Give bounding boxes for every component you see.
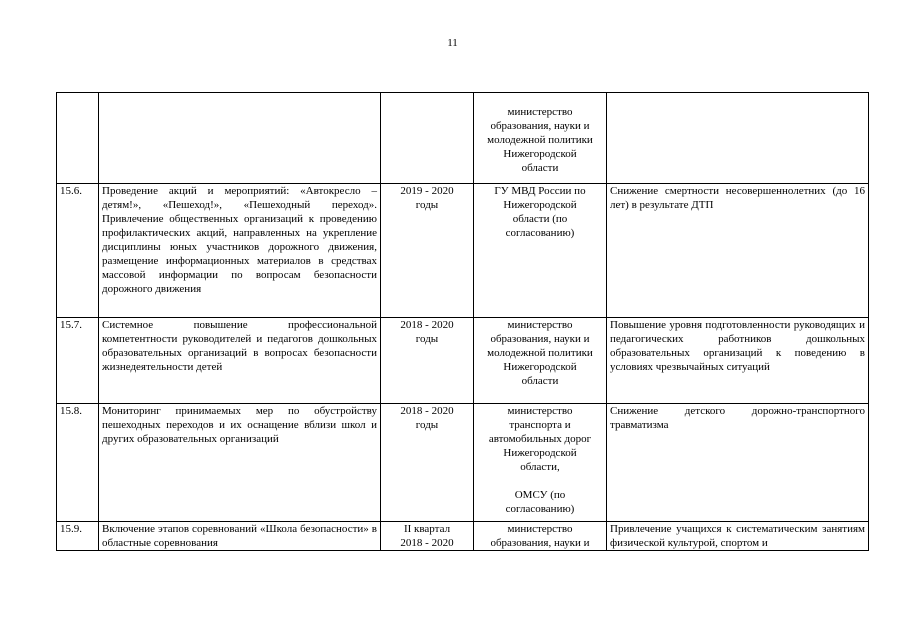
result-cell: Повышение уровня подготовленности руководящих и педагогических работников дошкольных образовательных организаций к поведению в условиях чрезвычайных ситуаций [607,318,869,404]
executor-cell: министерство образования, науки и молодежной политики Нижегородской области [474,318,607,404]
row-number: 15.8. [57,404,99,522]
measure-cell: Включение этапов соревнований «Школа безопасности» в областные соревнования [99,522,381,551]
page-number: 11 [447,37,458,49]
table-row [57,404,869,522]
measure-cell [99,93,381,184]
table-row [57,184,869,318]
table-row [57,522,869,551]
measure-cell: Мониторинг принимаемых мер по обустройству пешеходных переходов и их оснащение вблизи школ и других образовательных организаций [99,404,381,522]
result-cell: Снижение смертности несовершеннолетних (до 16 лет) в результате ДТП [607,184,869,318]
executor-cell: ГУ МВД России по Нижегородской области (по согласованию) [474,184,607,318]
period-cell: 2018 - 2020 годы [381,318,474,404]
measure-cell: Проведение акций и мероприятий: «Автокресло – детям!», «Пешеход!», «Пешеходный переход». Привлечение общественных организаций к проведению профилактических акций, направленных на укрепление дисциплины юных участников дорожного движения, размещение информационных материалов в средствах массовой информации по вопросам безопасности дорожного движения [99,184,381,318]
executor-cell: министерство транспорта и автомобильных дорог Нижегородской области, ОМСУ (по согласованию) [474,404,607,522]
measure-cell: Системное повышение профессиональной компетентности руководителей и педагогов дошкольных образовательных организаций в вопросах безопасности жизнедеятельности детей [99,318,381,404]
period-cell: 2018 - 2020 годы [381,404,474,522]
period-cell [381,93,474,184]
activity-table [56,92,869,551]
result-cell: Снижение детского дорожно-транспортного травматизма [607,404,869,522]
period-cell: II квартал 2018 - 2020 [381,522,474,551]
table-row [57,93,869,184]
executor-cell: министерство образования, науки и [474,522,607,551]
row-number: 15.7. [57,318,99,404]
result-cell [607,93,869,184]
executor-cell: министерство образования, науки и молодежной политики Нижегородской области [474,93,607,184]
table-row [57,318,869,404]
row-number: 15.6. [57,184,99,318]
row-number [57,93,99,184]
period-cell: 2019 - 2020 годы [381,184,474,318]
result-cell: Привлечение учащихся к систематическим занятиям физической культурой, спортом и [607,522,869,551]
row-number: 15.9. [57,522,99,551]
